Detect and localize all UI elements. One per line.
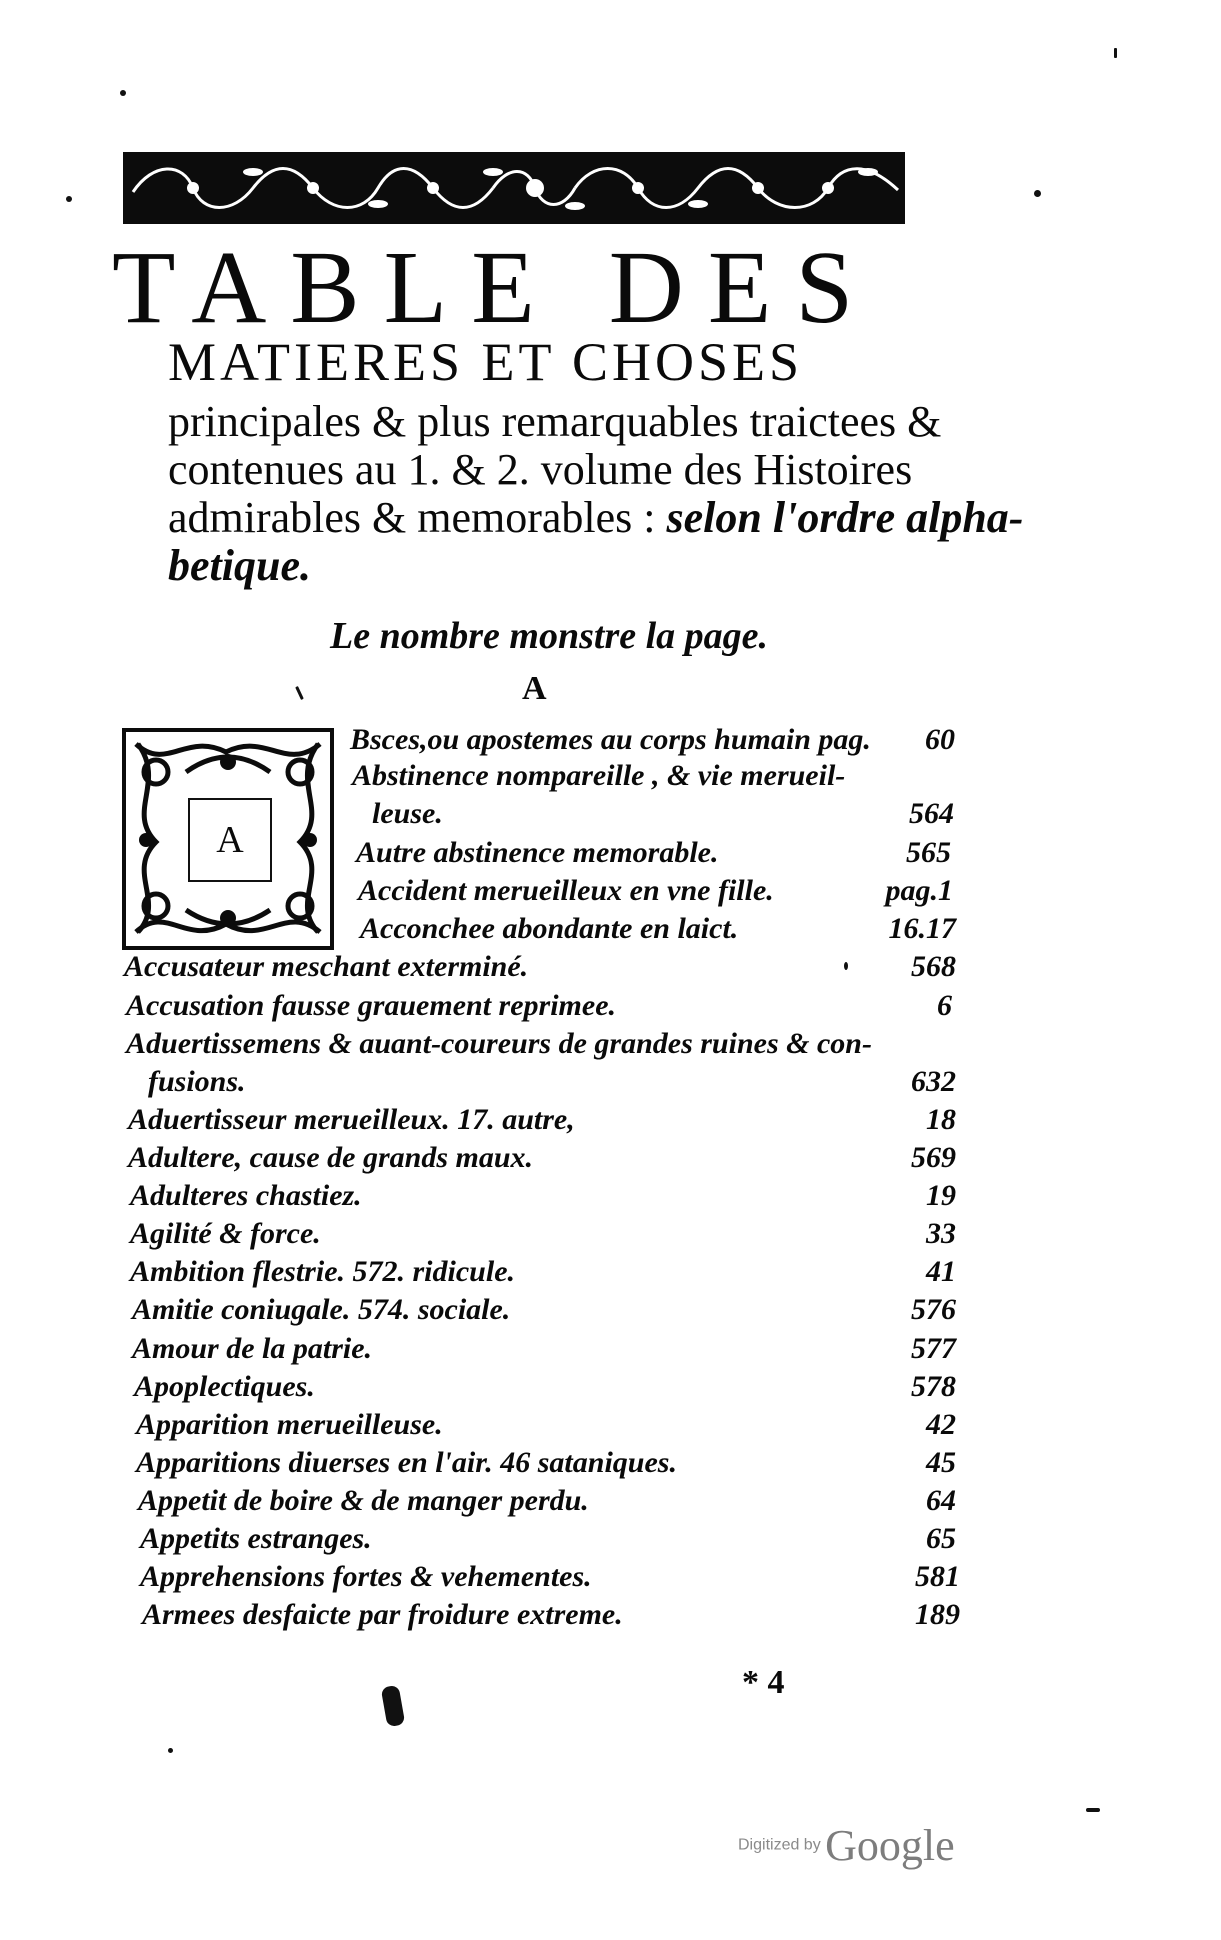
intro-line-roman: admirables & memorables : [168,493,667,542]
entry-term: Autre abstinence memorable. [356,836,719,869]
entry-term: Apparitions diuerses en l'air. 46 sataniques. [136,1446,677,1479]
section-letter: A [522,670,547,707]
ink-speck [168,1748,173,1753]
ink-speck [295,686,304,700]
entry-term: fusions. [148,1065,246,1098]
entry-term: Appetits estranges. [140,1522,372,1555]
entry-term: Bsces,ou apostemes au corps humain pag. [350,723,871,756]
entry-page: 564 [909,797,954,830]
entry-term: Abstinence nompareille , & vie merueil- [352,759,846,792]
ink-speck [66,196,72,202]
entry-term: leuse. [372,797,443,830]
entry-page: 568 [911,950,956,983]
page-subtitle: MATIERES ET CHOSES [168,332,804,392]
entry-term: Agilité & force. [130,1217,321,1250]
entry-term: Aduertissemens & auant-coureurs de grandes ruines & con- [126,1027,872,1060]
index-entry [124,948,956,986]
index-entry [132,1330,956,1368]
floral-dropcap-icon [122,728,334,950]
entry-page: 33 [926,1217,956,1250]
index-entry [356,834,951,872]
index-entry [128,1139,956,1177]
entry-term: Apoplectiques. [134,1370,315,1403]
dropcap-letter: A [188,798,272,882]
entry-page: 41 [926,1255,956,1288]
entry-page: 189 [915,1598,960,1631]
entry-term: Adultere, cause de grands maux. [128,1141,534,1174]
index-entry [372,795,954,833]
entry-page: 6 [937,989,952,1022]
entry-term: Accusateur meschant exterminé. [124,950,529,983]
index-entry [134,1368,956,1406]
ink-speck [1034,190,1041,197]
index-entry [360,910,956,948]
index-entry [148,1063,956,1101]
entry-page: 42 [926,1408,956,1441]
index-entry [126,1025,960,1063]
entry-page: 581 [915,1560,960,1593]
entry-page: 18 [926,1103,956,1136]
index-entry [130,1253,956,1291]
index-entry [352,757,952,795]
entry-page: 60 [925,723,955,756]
entry-term: Apparition merueilleuse. [136,1408,443,1441]
intro-line [168,493,1024,542]
ink-speck [1086,1808,1100,1812]
entry-term: Armees desfaicte par froidure extreme. [142,1598,623,1631]
entry-page: 576 [911,1293,956,1326]
entry-term: Amitie coniugale. 574. sociale. [132,1293,511,1326]
entry-page: 577 [911,1332,956,1365]
entry-term: Accident merueilleux en vne fille. [358,874,774,907]
index-entry [126,987,952,1025]
intro-line-italic: betique. [168,541,311,590]
entry-page: 578 [911,1370,956,1403]
index-entry [142,1596,960,1634]
index-entry [132,1291,956,1329]
watermark-prefix: Digitized by [738,1836,821,1854]
ink-speck [1114,48,1117,58]
entry-term: Amour de la patrie. [132,1332,373,1365]
signature-mark: * 4 [742,1664,785,1701]
index-entry [136,1444,956,1482]
entry-term: Ambition flestrie. 572. ridicule. [130,1255,516,1288]
index-entry [140,1520,956,1558]
ornamental-band-icon [123,152,905,224]
watermark-brand: Google [825,1821,955,1870]
index-entry [138,1482,956,1520]
index-entry [136,1406,956,1444]
entry-page: 565 [906,836,951,869]
entry-page: 632 [911,1065,956,1098]
index-entry [130,1215,956,1253]
entry-page: 65 [926,1522,956,1555]
intro-line: contenues au 1. & 2. volume des Histoires [168,445,913,494]
entry-term: Aduertisseur merueilleux. 17. autre, [128,1103,575,1136]
entry-page: pag.1 [885,874,953,907]
digitized-watermark [738,1820,955,1871]
entry-term: Appetit de boire & de manger perdu. [138,1484,589,1517]
index-entry [130,1177,956,1215]
entry-term: Acconchee abondante en laict. [360,912,739,945]
intro-line [168,542,958,590]
entry-page: 16.17 [888,912,956,945]
entry-term: Accusation fausse grauement reprimee. [126,989,617,1022]
entry-page: 569 [911,1141,956,1174]
ink-speck [381,1685,406,1728]
entry-page: 19 [926,1179,956,1212]
entry-page: 64 [926,1484,956,1517]
index-entry [140,1558,960,1596]
intro-line-italic: selon l'ordre alpha- [666,493,1024,542]
entry-page: 45 [926,1446,956,1479]
entry-term: Adulteres chastiez. [130,1179,362,1212]
entry-term: Apprehensions fortes & vehementes. [140,1560,592,1593]
index-entry [350,721,955,759]
intro-paragraph [168,397,1024,590]
intro-line: principales & plus remarquables traictees & [168,397,942,446]
ink-speck [120,90,126,96]
page-number-note: Le nombre monstre la page. [330,615,769,657]
index-entry [128,1101,956,1139]
page-title: TABLE DES [112,230,878,345]
index-entry [358,872,953,910]
